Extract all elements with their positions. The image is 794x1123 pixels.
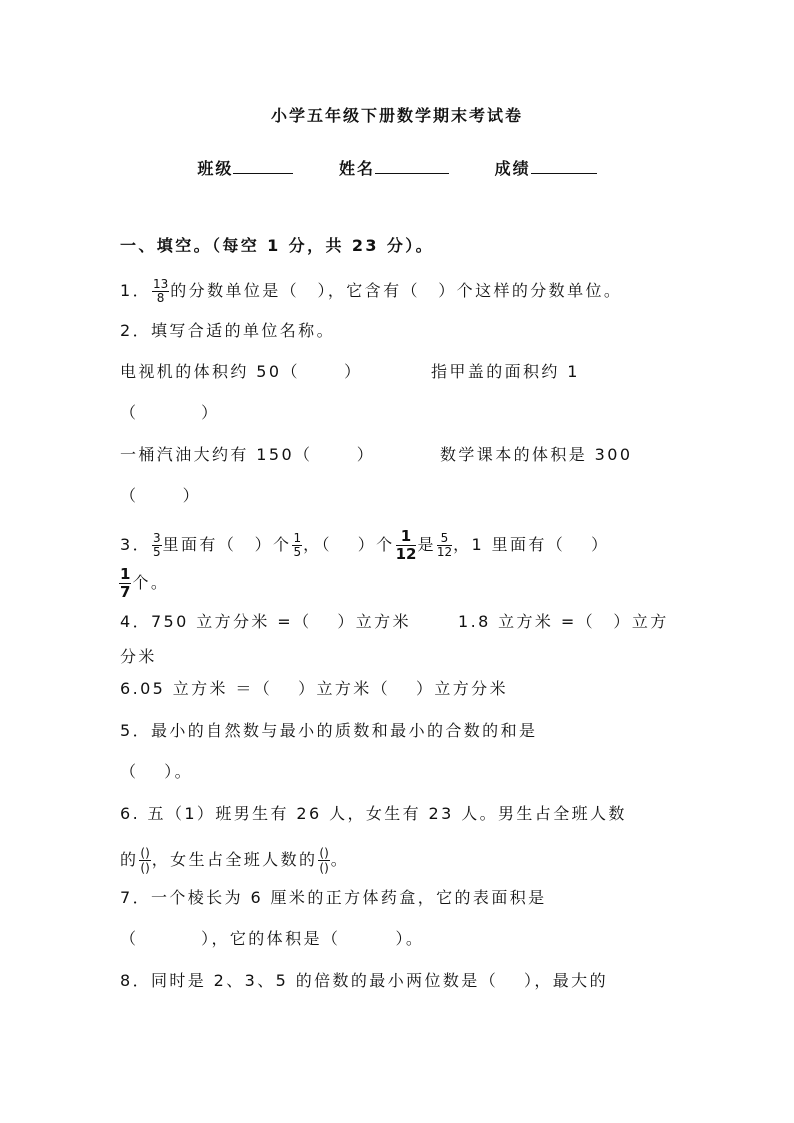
q3-f3-numerator: 1 bbox=[396, 528, 417, 546]
q2-line-1 bbox=[120, 362, 694, 382]
question-3 bbox=[120, 528, 694, 563]
score-blank bbox=[531, 159, 597, 174]
q3-f5-denominator: 7 bbox=[120, 583, 131, 601]
question-5: 5．最小的自然数与最小的质数和最小的合数的和是 bbox=[120, 721, 538, 740]
q4-line-1a: 4．750 立方分米 =（ ）立方米 bbox=[120, 612, 411, 631]
q6-f2-denominator: () bbox=[319, 861, 329, 875]
q1-text: 的分数单位是（ ），它含有（ ）个这样的分数单位。 bbox=[170, 281, 623, 300]
q3-text-2: ，（ ）个 bbox=[303, 535, 395, 554]
q3-f1-numerator: 3 bbox=[152, 531, 161, 545]
q3-line-2 bbox=[120, 566, 694, 601]
q7-line-2: （ ），它的体积是（ ）。 bbox=[120, 929, 425, 948]
question-8: 8．同时是 2、3、5 的倍数的最小两位数是（ ），最大的 bbox=[120, 971, 608, 990]
question-7: 7．一个棱长为 6 厘米的正方体药盒，它的表面积是 bbox=[120, 888, 547, 907]
q1-fraction bbox=[152, 278, 169, 305]
q3-f4-denominator: 12 bbox=[436, 545, 453, 559]
section-heading: 一、填空。（每空 1 分，共 23 分）。 bbox=[120, 236, 435, 255]
q3-text-1: 里面有（ ）个 bbox=[162, 535, 292, 554]
q6-fraction-2 bbox=[318, 846, 329, 875]
class-blank bbox=[233, 159, 293, 174]
q2-line-3b: 数学课本的体积是 300 bbox=[440, 445, 633, 464]
q3-f1-denominator: 5 bbox=[152, 545, 161, 559]
score-label: 成绩 bbox=[494, 159, 531, 178]
name-blank bbox=[375, 159, 449, 174]
q2-line-3 bbox=[120, 445, 694, 465]
q3-f2-denominator: 5 bbox=[293, 545, 302, 559]
q2-line-1b: 指甲盖的面积约 1 bbox=[431, 362, 580, 381]
question-1 bbox=[120, 278, 694, 305]
q3-text-5: 个。 bbox=[132, 573, 170, 592]
class-label: 班级 bbox=[197, 159, 234, 178]
q3-fraction-1 bbox=[152, 532, 162, 559]
q3-fraction-5 bbox=[119, 566, 131, 601]
q4-line-1b: 1.8 立方米 =（ ）立方 bbox=[458, 612, 669, 631]
student-info-row bbox=[0, 156, 794, 179]
q3-number: 3． bbox=[120, 535, 151, 554]
q3-fraction-4 bbox=[437, 532, 452, 559]
name-label: 姓名 bbox=[338, 159, 375, 178]
q3-f2-numerator: 1 bbox=[293, 531, 302, 545]
q6-f2-numerator: () bbox=[319, 846, 329, 860]
q6-fraction-1 bbox=[139, 846, 150, 875]
q4-line-2: 分米 bbox=[120, 647, 157, 666]
q6-text-1: 的 bbox=[120, 850, 139, 869]
page-title: 小学五年级下册数学期末考试卷 bbox=[270, 106, 523, 125]
q3-text-4: ，1 里面有（ ） bbox=[453, 535, 610, 554]
q6-text-2: ，女生占全班人数的 bbox=[151, 850, 318, 869]
q6-f1-denominator: () bbox=[140, 861, 150, 875]
q6-f1-numerator: () bbox=[140, 846, 150, 860]
q6-text-3: 。 bbox=[330, 850, 350, 869]
q1-fraction-numerator: 13 bbox=[152, 277, 169, 291]
q1-number: 1． bbox=[120, 281, 151, 300]
q2-line-1a: 电视机的体积约 50（ ） bbox=[120, 362, 363, 381]
q2-line-4: （ ） bbox=[120, 486, 202, 505]
q5-line-2: （ ）。 bbox=[120, 762, 194, 781]
q2-line-2: （ ） bbox=[120, 403, 220, 422]
question-4 bbox=[120, 612, 694, 632]
q3-f4-numerator: 5 bbox=[437, 532, 452, 546]
question-2: 2．填写合适的单位名称。 bbox=[120, 321, 335, 340]
q3-f3-denominator: 12 bbox=[395, 545, 417, 563]
q3-fraction-3 bbox=[396, 528, 417, 563]
q1-fraction-denominator: 8 bbox=[156, 291, 165, 305]
question-6: 6. 五（1）班男生有 26 人，女生有 23 人。男生占全班人数 bbox=[120, 804, 627, 823]
q4-line-3: 6.05 立方米 ＝（ ）立方米（ ）立方分米 bbox=[120, 679, 508, 698]
q3-fraction-2 bbox=[292, 532, 302, 559]
q3-f5-numerator: 1 bbox=[120, 565, 131, 583]
q3-text-3: 是 bbox=[417, 535, 436, 554]
q2-line-3a: 一桶汽油大约有 150（ ） bbox=[120, 445, 376, 464]
q6-line-2 bbox=[120, 846, 694, 875]
